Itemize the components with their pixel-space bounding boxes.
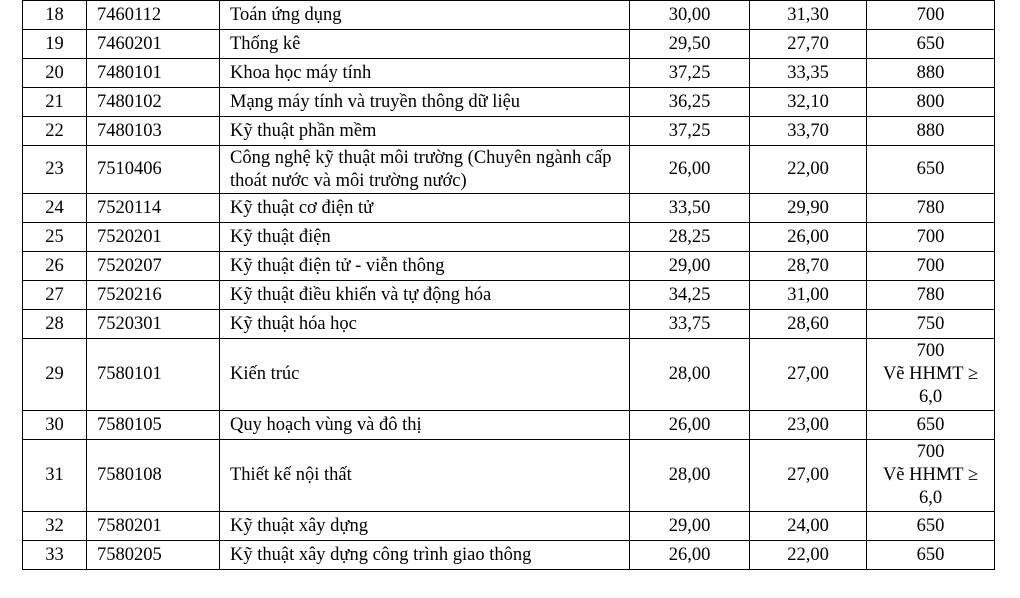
row-number: 20 bbox=[23, 59, 87, 88]
row-number: 27 bbox=[23, 281, 87, 310]
score-a: 29,50 bbox=[630, 30, 750, 59]
table-row bbox=[23, 512, 995, 541]
minimum-score-line: 650 bbox=[916, 544, 945, 565]
minimum-score-line: 800 bbox=[916, 91, 945, 112]
major-name: Toán ứng dụng bbox=[220, 1, 630, 30]
score-b: 27,00 bbox=[750, 339, 867, 411]
major-name: Kỹ thuật xây dựng bbox=[220, 512, 630, 541]
table-row bbox=[23, 223, 995, 252]
major-code: 7580108 bbox=[87, 440, 220, 512]
minimum-score bbox=[867, 59, 995, 88]
score-b: 28,60 bbox=[750, 310, 867, 339]
score-b: 29,90 bbox=[750, 194, 867, 223]
major-name: Kỹ thuật điện bbox=[220, 223, 630, 252]
major-code: 7580201 bbox=[87, 512, 220, 541]
major-code: 7580105 bbox=[87, 411, 220, 440]
major-name: Quy hoạch vùng và đô thị bbox=[220, 411, 630, 440]
major-name: Thống kê bbox=[220, 30, 630, 59]
major-code: 7520207 bbox=[87, 252, 220, 281]
minimum-score-line: 650 bbox=[916, 159, 945, 179]
score-a: 29,00 bbox=[630, 512, 750, 541]
table-row bbox=[23, 59, 995, 88]
table-row bbox=[23, 440, 995, 512]
score-b: 22,00 bbox=[750, 541, 867, 570]
major-code: 7520301 bbox=[87, 310, 220, 339]
minimum-score-line: 700 bbox=[916, 341, 945, 361]
admission-score-table-container bbox=[22, 0, 994, 570]
row-number: 19 bbox=[23, 30, 87, 59]
major-code: 7520114 bbox=[87, 194, 220, 223]
table-row bbox=[23, 1, 995, 30]
table-row bbox=[23, 146, 995, 194]
admission-score-table bbox=[22, 0, 995, 570]
minimum-score-line: 880 bbox=[916, 120, 945, 141]
major-name: Công nghệ kỹ thuật môi trường (Chuyên ngành cấp thoát nước và môi trường nước) bbox=[220, 146, 630, 194]
major-code: 7510406 bbox=[87, 146, 220, 194]
minimum-score-line: 6,0 bbox=[918, 387, 943, 407]
major-name: Kỹ thuật cơ điện tử bbox=[220, 194, 630, 223]
minimum-score bbox=[867, 146, 995, 194]
major-name: Kiến trúc bbox=[220, 339, 630, 411]
row-number: 28 bbox=[23, 310, 87, 339]
minimum-score bbox=[867, 541, 995, 570]
minimum-score-line: 780 bbox=[916, 197, 945, 218]
major-name: Khoa học máy tính bbox=[220, 59, 630, 88]
score-b: 23,00 bbox=[750, 411, 867, 440]
score-b: 32,10 bbox=[750, 88, 867, 117]
minimum-score bbox=[867, 223, 995, 252]
row-number: 31 bbox=[23, 440, 87, 512]
table-row bbox=[23, 541, 995, 570]
row-number: 32 bbox=[23, 512, 87, 541]
major-code: 7480103 bbox=[87, 117, 220, 146]
table-row bbox=[23, 30, 995, 59]
score-b: 27,70 bbox=[750, 30, 867, 59]
table-row bbox=[23, 310, 995, 339]
minimum-score bbox=[867, 512, 995, 541]
row-number: 33 bbox=[23, 541, 87, 570]
minimum-score bbox=[867, 194, 995, 223]
minimum-score bbox=[867, 88, 995, 117]
major-code: 7580101 bbox=[87, 339, 220, 411]
score-b: 26,00 bbox=[750, 223, 867, 252]
score-b: 24,00 bbox=[750, 512, 867, 541]
minimum-score-line: 780 bbox=[916, 284, 945, 305]
row-number: 25 bbox=[23, 223, 87, 252]
score-b: 31,30 bbox=[750, 1, 867, 30]
minimum-score-line: Vẽ HHMT ≥ bbox=[882, 465, 979, 485]
score-a: 36,25 bbox=[630, 88, 750, 117]
score-a: 37,25 bbox=[630, 59, 750, 88]
score-a: 37,25 bbox=[630, 117, 750, 146]
major-name: Kỹ thuật phần mềm bbox=[220, 117, 630, 146]
minimum-score-line: 700 bbox=[916, 4, 945, 25]
score-a: 30,00 bbox=[630, 1, 750, 30]
row-number: 21 bbox=[23, 88, 87, 117]
table-row bbox=[23, 281, 995, 310]
score-a: 28,00 bbox=[630, 440, 750, 512]
minimum-score-line: 700 bbox=[916, 255, 945, 276]
major-name: Kỹ thuật xây dựng công trình giao thông bbox=[220, 541, 630, 570]
minimum-score-line: 650 bbox=[916, 414, 945, 435]
score-a: 33,75 bbox=[630, 310, 750, 339]
minimum-score bbox=[867, 411, 995, 440]
score-a: 28,25 bbox=[630, 223, 750, 252]
major-name: Kỹ thuật điện tử - viễn thông bbox=[220, 252, 630, 281]
score-a: 26,00 bbox=[630, 541, 750, 570]
major-name: Kỹ thuật hóa học bbox=[220, 310, 630, 339]
row-number: 22 bbox=[23, 117, 87, 146]
row-number: 29 bbox=[23, 339, 87, 411]
major-name: Mạng máy tính và truyền thông dữ liệu bbox=[220, 88, 630, 117]
score-b: 28,70 bbox=[750, 252, 867, 281]
minimum-score-line: Vẽ HHMT ≥ bbox=[882, 364, 979, 384]
minimum-score bbox=[867, 281, 995, 310]
row-number: 30 bbox=[23, 411, 87, 440]
score-a: 26,00 bbox=[630, 146, 750, 194]
minimum-score bbox=[867, 117, 995, 146]
minimum-score bbox=[867, 440, 995, 512]
score-b: 22,00 bbox=[750, 146, 867, 194]
major-name: Kỹ thuật điều khiển và tự động hóa bbox=[220, 281, 630, 310]
score-a: 26,00 bbox=[630, 411, 750, 440]
major-code: 7480102 bbox=[87, 88, 220, 117]
table-row bbox=[23, 194, 995, 223]
score-b: 33,35 bbox=[750, 59, 867, 88]
table-row bbox=[23, 88, 995, 117]
major-code: 7460201 bbox=[87, 30, 220, 59]
minimum-score-line: 650 bbox=[916, 515, 945, 536]
score-b: 33,70 bbox=[750, 117, 867, 146]
score-b: 31,00 bbox=[750, 281, 867, 310]
row-number: 26 bbox=[23, 252, 87, 281]
major-code: 7520216 bbox=[87, 281, 220, 310]
minimum-score-line: 750 bbox=[916, 313, 945, 334]
minimum-score-line: 880 bbox=[916, 62, 945, 83]
major-code: 7580205 bbox=[87, 541, 220, 570]
score-a: 29,00 bbox=[630, 252, 750, 281]
score-a: 28,00 bbox=[630, 339, 750, 411]
table-row bbox=[23, 339, 995, 411]
row-number: 18 bbox=[23, 1, 87, 30]
minimum-score bbox=[867, 30, 995, 59]
major-code: 7460112 bbox=[87, 1, 220, 30]
table-row bbox=[23, 252, 995, 281]
score-a: 33,50 bbox=[630, 194, 750, 223]
table-row bbox=[23, 117, 995, 146]
minimum-score bbox=[867, 339, 995, 411]
minimum-score-line: 650 bbox=[916, 33, 945, 54]
row-number: 23 bbox=[23, 146, 87, 194]
score-a: 34,25 bbox=[630, 281, 750, 310]
minimum-score bbox=[867, 1, 995, 30]
table-row bbox=[23, 411, 995, 440]
minimum-score-line: 700 bbox=[916, 442, 945, 462]
row-number: 24 bbox=[23, 194, 87, 223]
major-name: Thiết kế nội thất bbox=[220, 440, 630, 512]
score-b: 27,00 bbox=[750, 440, 867, 512]
minimum-score bbox=[867, 252, 995, 281]
major-code: 7520201 bbox=[87, 223, 220, 252]
major-code: 7480101 bbox=[87, 59, 220, 88]
minimum-score bbox=[867, 310, 995, 339]
minimum-score-line: 700 bbox=[916, 226, 945, 247]
minimum-score-line: 6,0 bbox=[918, 488, 943, 508]
